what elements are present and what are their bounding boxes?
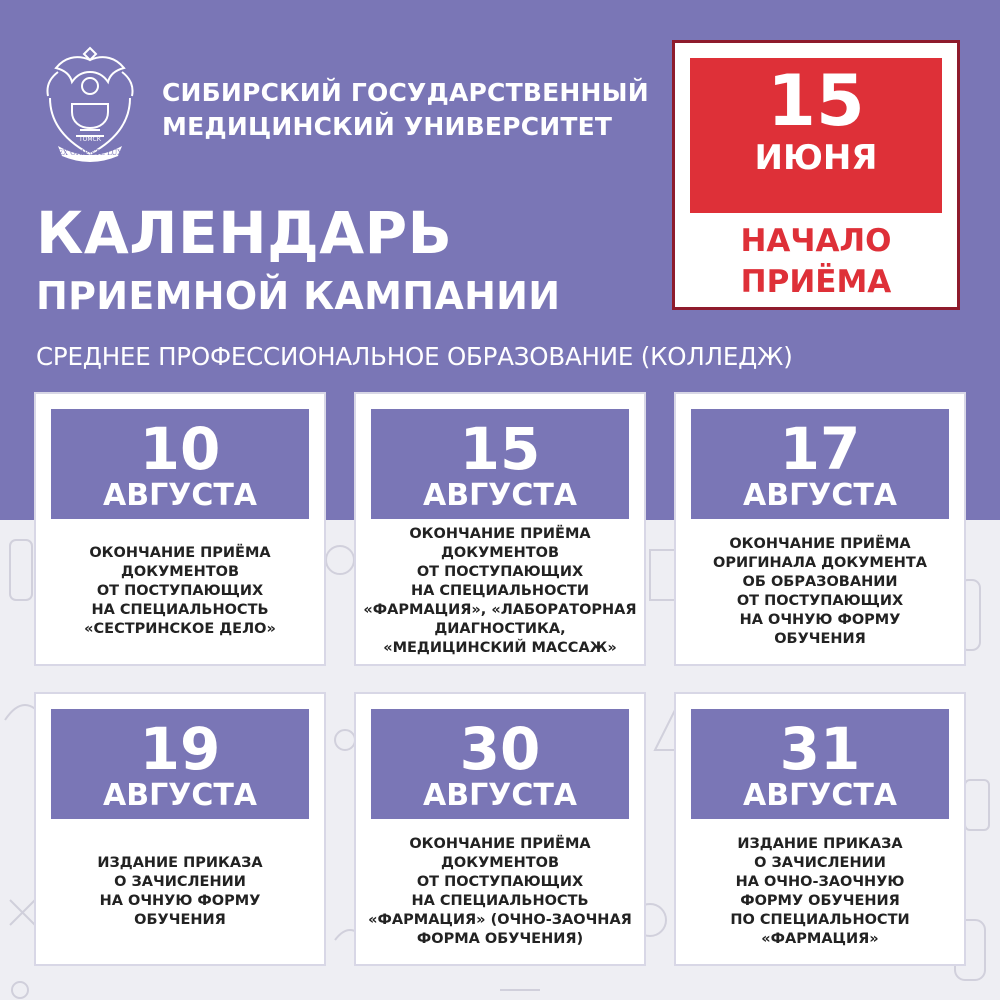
card-month: АВГУСТА <box>422 778 578 813</box>
card-line: ОКОНЧАНИЕ ПРИЁМА <box>729 535 911 552</box>
card-date <box>371 709 629 819</box>
card-line: ИЗДАНИЕ ПРИКАЗА <box>97 854 263 871</box>
card-day: 30 <box>459 715 541 783</box>
calendar-card-2 <box>356 394 644 664</box>
card-line: ОБУЧЕНИЯ <box>774 630 866 647</box>
card-line: ДОКУМЕНТОВ <box>440 854 559 871</box>
start-label-line1: НАЧАЛО <box>740 223 892 259</box>
card-line: ОТ ПОСТУПАЮЩИХ <box>736 592 904 609</box>
card-description <box>356 519 644 664</box>
card-month: АВГУСТА <box>422 478 578 513</box>
card-line: «ФАРМАЦИЯ» (ОЧНО-ЗАОЧНАЯ <box>368 911 632 928</box>
crest-city: ТОМСК <box>78 136 102 143</box>
card-line: НА СПЕЦИАЛЬНОСТЬ <box>91 602 269 618</box>
card-line: «ФАРМАЦИЯ», «ЛАБОРАТОРНАЯ <box>363 602 637 618</box>
card-line: ОТ ПОСТУПАЮЩИХ <box>96 583 264 599</box>
university-name-line1: СИБИРСКИЙ ГОСУДАРСТВЕННЫЙ <box>162 78 649 107</box>
card-line: ОТ ПОСТУПАЮЩИХ <box>416 873 584 890</box>
card-date <box>51 709 309 819</box>
card-line: НА СПЕЦИАЛЬНОСТИ <box>410 583 590 599</box>
card-day: 19 <box>139 715 221 783</box>
card-line: ОКОНЧАНИЕ ПРИЁМА <box>409 835 591 852</box>
admission-start-card <box>672 40 960 310</box>
card-line: ДОКУМЕНТОВ <box>440 545 559 561</box>
calendar-card-1 <box>36 394 324 664</box>
card-month: АВГУСТА <box>102 478 258 513</box>
card-description <box>36 519 324 664</box>
card-month: АВГУСТА <box>102 778 258 813</box>
card-month: АВГУСТА <box>742 778 898 813</box>
card-description <box>356 819 644 964</box>
calendar-card-3 <box>676 394 964 664</box>
admission-start-date <box>690 58 942 213</box>
card-line: «СЕСТРИНСКОЕ ДЕЛО» <box>84 621 276 637</box>
calendar-card-5 <box>356 694 644 964</box>
card-date <box>371 409 629 519</box>
card-line: ОКОНЧАНИЕ ПРИЁМА <box>89 545 271 561</box>
card-line: ОКОНЧАНИЕ ПРИЁМА <box>409 526 591 542</box>
card-line: О ЗАЧИСЛЕНИИ <box>114 873 246 890</box>
crest-motto: EX ORIENTE LUX <box>57 149 123 157</box>
start-day: 15 <box>767 60 865 142</box>
card-line: ФОРМУ ОБУЧЕНИЯ <box>740 892 900 909</box>
card-line: «ФАРМАЦИЯ» <box>761 930 879 947</box>
calendar-card-6 <box>676 694 964 964</box>
card-line: ДОКУМЕНТОВ <box>120 564 239 580</box>
university-name-line2: МЕДИЦИНСКИЙ УНИВЕРСИТЕТ <box>162 112 613 141</box>
card-description <box>676 519 964 664</box>
card-description <box>36 819 324 964</box>
card-line: ОРИГИНАЛА ДОКУМЕНТА <box>713 554 927 571</box>
card-line: ДИАГНОСТИКА, <box>434 621 566 637</box>
card-line: НА ОЧНУЮ ФОРМУ <box>99 892 261 909</box>
university-crest <box>36 38 144 164</box>
page-subtitle: СРЕДНЕЕ ПРОФЕССИОНАЛЬНОЕ ОБРАЗОВАНИЕ (КОЛЛЕДЖ) <box>36 342 793 371</box>
card-date <box>691 409 949 519</box>
crest-eagle-icon <box>36 38 144 164</box>
card-month: АВГУСТА <box>742 478 898 513</box>
card-line: О ЗАЧИСЛЕНИИ <box>754 854 886 871</box>
card-line: ОТ ПОСТУПАЮЩИХ <box>416 564 584 580</box>
card-day: 31 <box>779 715 861 783</box>
page-title-line2: ПРИЕМНОЙ КАМПАНИИ <box>36 274 561 318</box>
card-day: 10 <box>139 415 221 483</box>
card-line: «МЕДИЦИНСКИЙ МАССАЖ» <box>383 640 617 656</box>
start-month: ИЮНЯ <box>754 138 878 178</box>
card-line: ИЗДАНИЕ ПРИКАЗА <box>737 835 903 852</box>
card-line: ОБ ОБРАЗОВАНИИ <box>742 573 898 590</box>
admission-start-label <box>675 221 957 303</box>
card-line: ФОРМА ОБУЧЕНИЯ) <box>416 930 584 947</box>
card-line: НА СПЕЦИАЛЬНОСТЬ <box>411 892 589 909</box>
card-date <box>691 709 949 819</box>
start-label-line2: ПРИЁМА <box>740 264 892 300</box>
card-line: ПО СПЕЦИАЛЬНОСТИ <box>730 911 910 928</box>
card-day: 15 <box>459 415 541 483</box>
page-title-line1: КАЛЕНДАРЬ <box>36 199 453 267</box>
university-name <box>162 76 649 144</box>
card-line: НА ОЧНО-ЗАОЧНУЮ <box>735 873 905 890</box>
calendar-card-4 <box>36 694 324 964</box>
card-day: 17 <box>779 415 861 483</box>
card-line: ОБУЧЕНИЯ <box>134 911 226 928</box>
card-line: НА ОЧНУЮ ФОРМУ <box>739 611 901 628</box>
card-description <box>676 819 964 964</box>
card-date <box>51 409 309 519</box>
